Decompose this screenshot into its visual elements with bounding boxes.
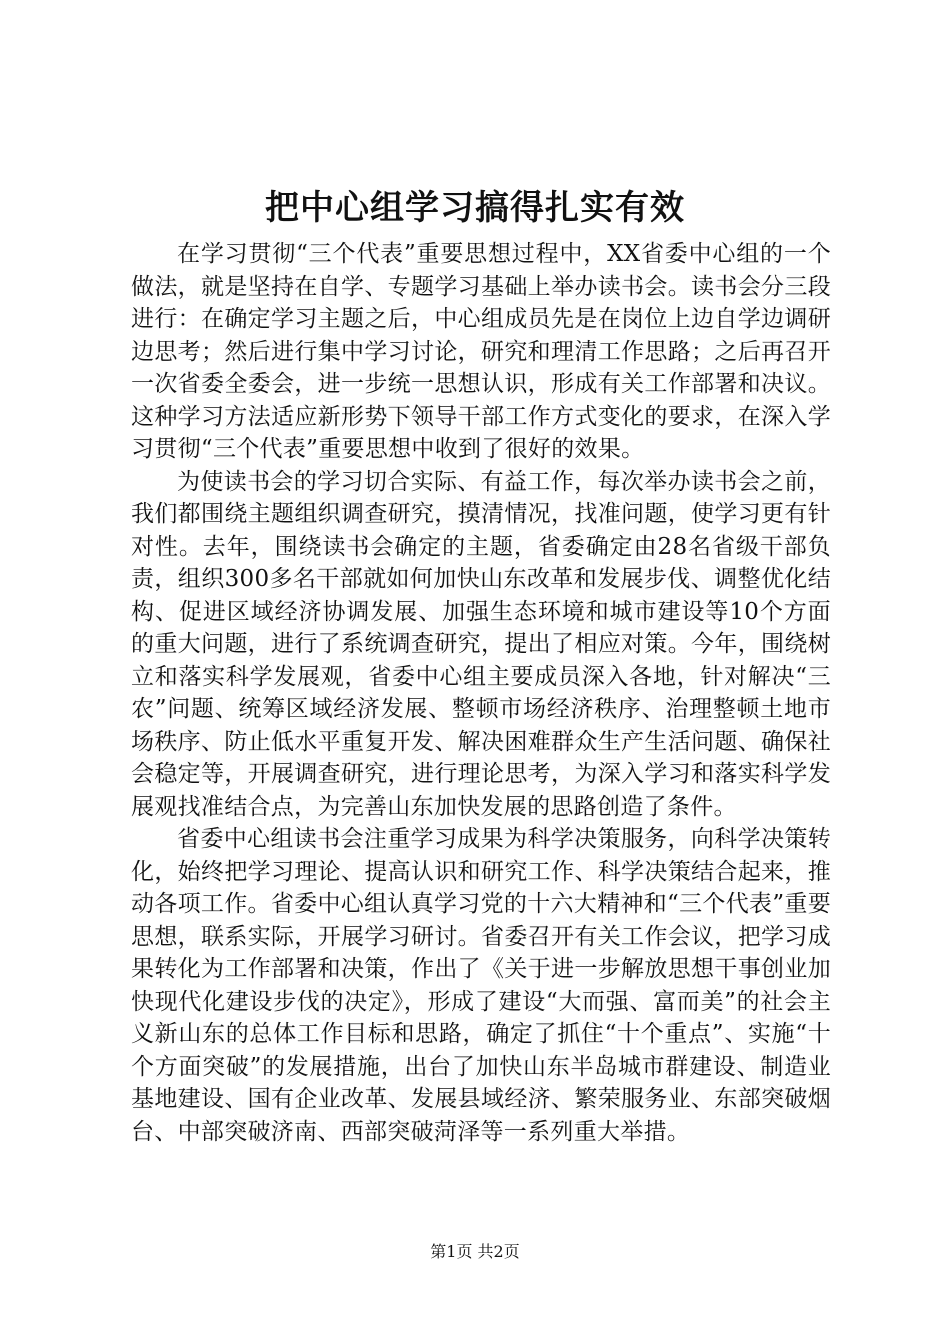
paragraph-3: 省委中心组读书会注重学习成果为科学决策服务，向科学决策转化，始终把学习理论、提高认识和研究工作、科学决策结合起来，推动各项工作。省委中心组认真学习党的十六大精神和“三个代表”重要思想，联系实际，开展学习研讨。省委召开有关工作会议，把学习成果转化为工作部署和决策，作出了《关于进一步解放思想干事创业加快现代化建设步伐的决定》，形成了建设“大而强、富而美”的社会主义新山东的总体工作目标和思路，确定了抓住“十个重点”、实施“十个方面突破”的发展措施，出台了加快山东半岛城市群建设、制造业基地建设、国有企业改革、发展县域经济、繁荣服务业、东部突破烟台、中部突破济南、西部突破菏泽等一系列重大举措。: [131, 826, 831, 1145]
document-title: 把中心组学习搞得扎实有效: [265, 188, 685, 228]
page-indicator: 第1页 共2页: [430, 1242, 520, 1261]
document-body: [131, 238, 831, 1148]
paragraph-2: 为使读书会的学习切合实际、有益工作，每次举办读书会之前，我们都围绕主题组织调查研究，摸清情况，找准问题，使学习更有针对性。去年，围绕读书会确定的主题，省委确定由28名省级干部负责，组织300多名干部就如何加快山东改革和发展步伐、调整优化结构、促进区域经济协调发展、加强生态环境和城市建设等10个方面的重大问题，进行了系统调查研究，提出了相应对策。今年，围绕树立和落实科学发展观，省委中心组主要成员深入各地，针对解决“三农”问题、统筹区域经济发展、整顿市场经济秩序、治理整顿土地市场秩序、防止低水平重复开发、解决困难群众生产生活问题、确保社会稳定等，开展调查研究，进行理论思考，为深入学习和落实科学发展观找准结合点，为完善山东加快发展的思路创造了条件。: [131, 468, 831, 820]
paragraph-1: 在学习贯彻“三个代表”重要思想过程中，XX省委中心组的一个做法，就是坚持在自学、专题学习基础上举办读书会。读书会分三段进行：在确定学习主题之后，中心组成员先是在岗位上边自学边调研边思考；然后进行集中学习讨论，研究和理清工作思路；之后再召开一次省委全委会，进一步统一思想认识，形成有关工作部署和决议。这种学习方法适应新形势下领导干部工作方式变化的要求，在深入学习贯彻“三个代表”重要思想中收到了很好的效果。: [131, 241, 831, 462]
page-footer: [0, 1240, 950, 1264]
